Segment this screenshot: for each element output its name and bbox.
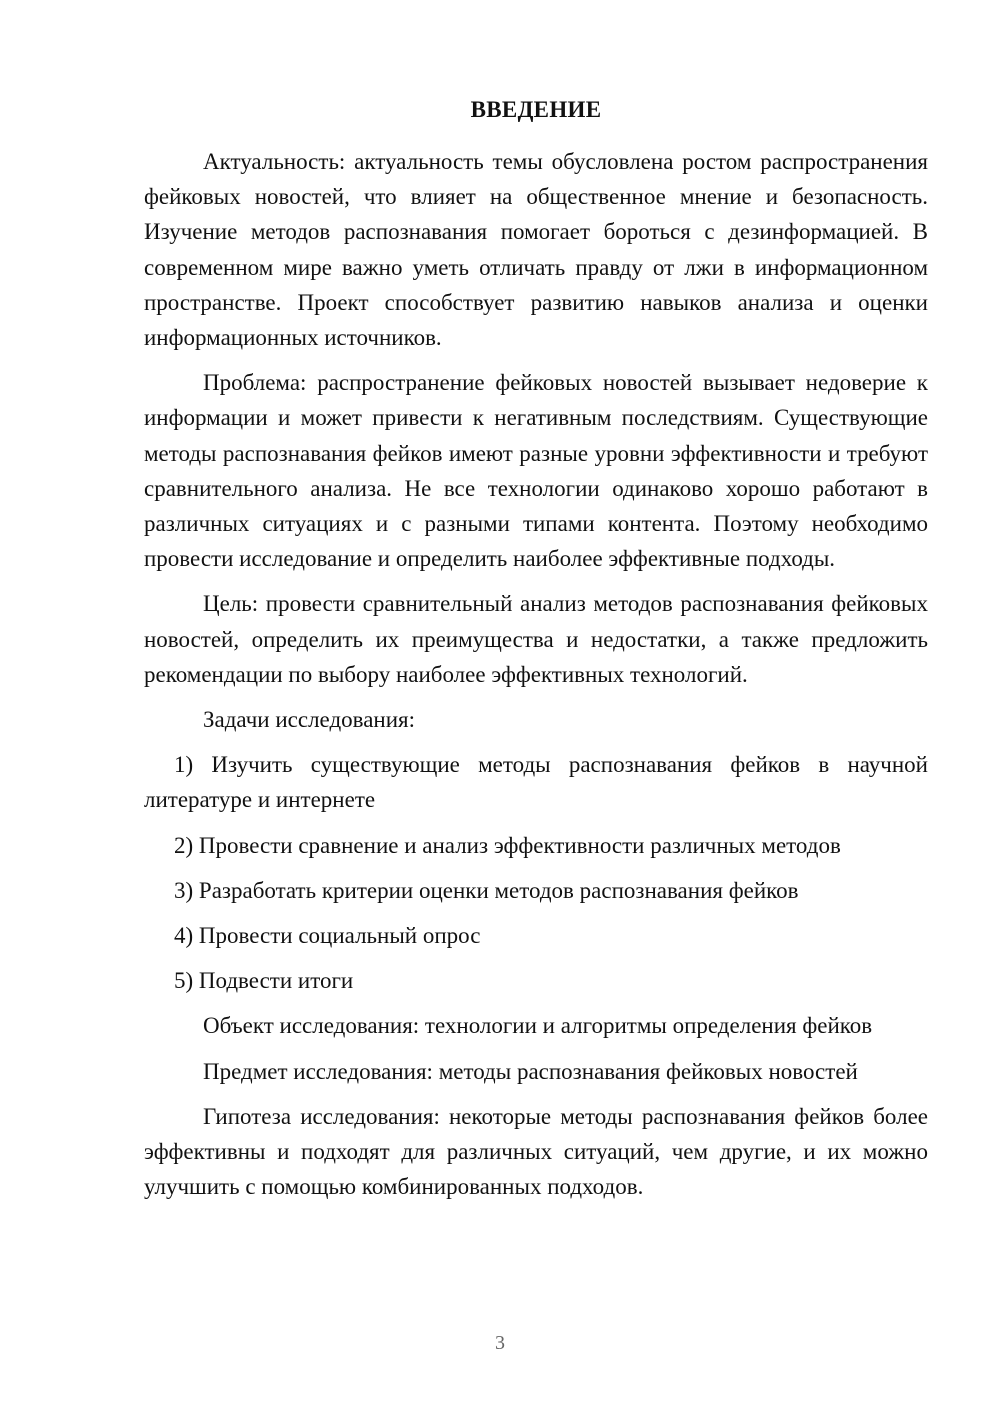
page-title: ВВЕДЕНИЕ bbox=[470, 97, 602, 122]
task-item-2: 2) Провести сравнение и анализ эффективности различных методов bbox=[174, 832, 841, 858]
problem-paragraph: Проблема: распространение фейковых новостей вызывает недоверие к информации и может привести к негативным последствиям. Существующие методы распознавания фейков имеют разные уровни эффективности и требуют сравнительного анализа. Не все технологии одинаково хорошо работают в различных ситуациях и с разными типами контента. Поэтому необходимо провести исследование и определить наиболее эффективные подходы. bbox=[144, 370, 928, 572]
document-page bbox=[144, 94, 928, 1214]
tasks-heading: Задачи исследования: bbox=[203, 707, 416, 733]
task-item-5: 5) Подвести итоги bbox=[174, 968, 354, 994]
hypothesis-paragraph: Гипотеза исследования: некоторые методы распознавания фейков более эффективны и подходят для различных ситуаций, чем другие, и их можно улучшить с помощью комбинированных подходов. bbox=[144, 1103, 928, 1200]
goal-paragraph: Цель: провести сравнительный анализ методов распознавания фейковых новостей, определить их преимущества и недостатки, а также предложить рекомендации по выбору наиболее эффективных технологий. bbox=[144, 591, 928, 687]
page-number: 3 bbox=[495, 1332, 505, 1354]
task-item-4: 4) Провести социальный опрос bbox=[174, 923, 481, 949]
object-paragraph: Объект исследования: технологии и алгоритмы определения фейков bbox=[203, 1013, 873, 1039]
relevance-paragraph: Актуальность: актуальность темы обусловлена ростом распространения фейковых новостей, что влияет на общественное мнение и безопасность. Изучение методов распознавания помогает бороться с дезинформацией. В современном мире важно уметь отличать правду от лжи в информационном пространстве. Проект способствует развитию навыков анализа и оценки информационных источников. bbox=[144, 149, 928, 351]
task-item-1: 1) Изучить существующие методы распознавания фейков в научной литературе и интернете bbox=[144, 752, 928, 813]
subject-paragraph: Предмет исследования: методы распознавания фейковых новостей bbox=[203, 1058, 858, 1084]
task-item-3: 3) Разработать критерии оценки методов распознавания фейков bbox=[174, 877, 799, 903]
